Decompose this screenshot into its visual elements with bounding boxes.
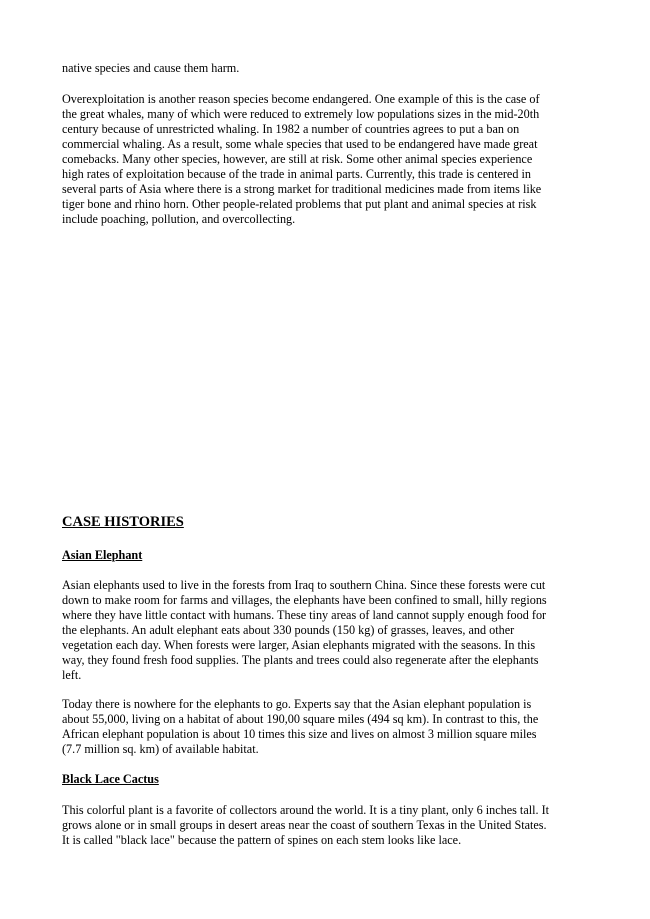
text-line: comebacks. Many other species, however, are still at risk. Some other animal species experience	[62, 152, 533, 166]
text-line: about 55,000, living on a habitat of about 190,00 square miles (494 sq km). In contrast to this, the	[62, 712, 539, 726]
text-line: down to make room for farms and villages, the elephants have been confined to small, hilly regions	[62, 593, 547, 607]
text-line: Today there is nowhere for the elephants to go. Experts say that the Asian elephant population is	[62, 697, 532, 711]
black-lace-cactus-paragraph	[62, 803, 592, 848]
intro-continuation-paragraph	[62, 61, 592, 76]
text-line: the great whales, many of which were reduced to extremely low populations sizes in the mid-20th	[62, 107, 540, 121]
asian-elephant-paragraph-1	[62, 578, 592, 683]
text-line: (7.7 million sq. km) of available habitat.	[62, 742, 259, 756]
text-line: several parts of Asia where there is a strong market for traditional medicines made from items like	[62, 182, 542, 196]
black-lace-cactus-heading: Black Lace Cactus	[62, 772, 159, 786]
text-line: African elephant population is about 10 times this size and lives on almost 3 million square miles	[62, 727, 537, 741]
text-line: This colorful plant is a favorite of collectors around the world. It is a tiny plant, only 6 inches tall. It	[62, 803, 550, 817]
case-histories-heading: CASE HISTORIES	[62, 514, 184, 530]
asian-elephant-heading: Asian Elephant	[62, 548, 143, 562]
text-line: high rates of exploitation because of the trade in animal parts. Currently, this trade is centered in	[62, 167, 531, 181]
text-line: native species and cause them harm.	[62, 61, 240, 75]
text-line: vegetation each day. When forests were larger, Asian elephants migrated with the seasons. In this	[62, 638, 536, 652]
text-line: left.	[62, 668, 82, 682]
overexploitation-paragraph	[62, 92, 592, 227]
text-line: commercial whaling. As a result, some whale species that used to be endangered have made great	[62, 137, 538, 151]
text-line: way, they found fresh food supplies. The plants and trees could also regenerate after the elephants	[62, 653, 539, 667]
text-line: It is called "black lace" because the pattern of spines on each stem looks like lace.	[62, 833, 462, 847]
text-line: where they have little contact with humans. These tiny areas of land cannot supply enough food for	[62, 608, 547, 622]
text-line: century because of unrestricted whaling. In 1982 a number of countries agrees to put a ban on	[62, 122, 520, 136]
text-line: include poaching, pollution, and overcollecting.	[62, 212, 296, 226]
text-line: the elephants. An adult elephant eats about 330 pounds (150 kg) of grasses, leaves, and other	[62, 623, 515, 637]
asian-elephant-paragraph-2	[62, 697, 592, 757]
text-line: tiger bone and rhino horn. Other people-related problems that put plant and animal species at risk	[62, 197, 537, 211]
text-line: Asian elephants used to live in the forests from Iraq to southern China. Since these forests were cut	[62, 578, 546, 592]
text-line: Overexploitation is another reason species become endangered. One example of this is the case of	[62, 92, 540, 106]
text-line: grows alone or in small groups in desert areas near the coast of southern Texas in the United States.	[62, 818, 547, 832]
